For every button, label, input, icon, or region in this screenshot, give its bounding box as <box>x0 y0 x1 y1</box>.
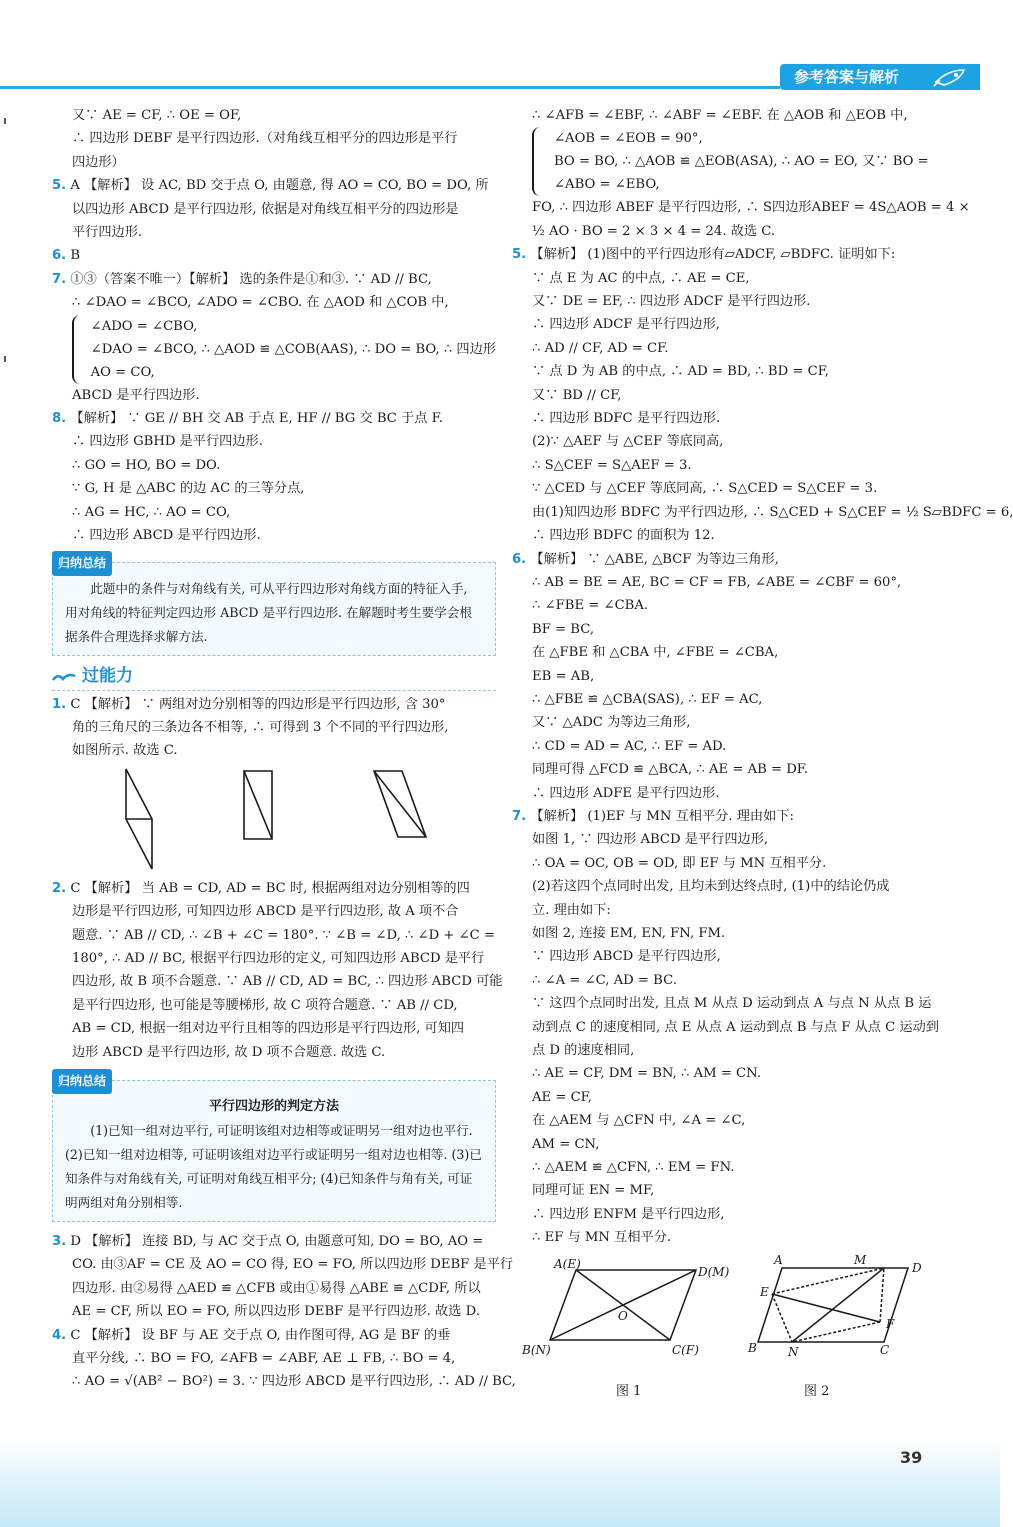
header-rule <box>0 86 780 89</box>
text-line: 平行四边形. <box>72 225 143 241</box>
answer-text: 【解析】 (1)图中的平行四边形有▱ADCF, ▱BDFC. 证明如下: <box>530 247 896 263</box>
question-number: 7. <box>512 808 527 824</box>
question-number: 3. <box>52 1233 67 1249</box>
question-number: 6. <box>512 551 527 567</box>
text-line: ∴ EF 与 MN 互相平分. <box>532 1230 672 1246</box>
summary-label: 归纳总结 <box>52 1069 112 1094</box>
text-line: 动到点 C 的速度相同, 点 E 从点 A 运动到点 B 与点 F 从点 C 运动到 <box>532 1019 939 1035</box>
summary-box <box>52 555 496 656</box>
text-line: ∵ 四边形 ABCD 是平行四边形, <box>532 949 721 965</box>
answer-text: 设 AC, BD 交于点 O, 由题意, 得 AO = CO, BO = DO, 所 <box>141 178 489 194</box>
figure-pair <box>520 1252 950 1378</box>
practice-2 <box>52 877 496 900</box>
text-line: 同理可证 EN = MF, <box>532 1183 655 1199</box>
text-line: ∴ △AEM ≌ △CFN, ∴ EM = FN. <box>532 1160 735 1176</box>
right-column <box>512 104 1013 1408</box>
answer-text: C 【解析】 ∵ 两组对边分别相等的四边形是平行四边形, 含 30° <box>70 696 446 712</box>
text-line: 四边形） <box>72 154 125 170</box>
text-line: 同理可得 △FCD ≌ △BCA, ∴ AE = AB = DF. <box>532 762 809 778</box>
text-line: AM = CN, <box>532 1136 600 1152</box>
question-number: 4. <box>52 1327 67 1343</box>
practice-4 <box>52 1324 496 1347</box>
section-heading <box>52 664 496 691</box>
parallelogram-figures <box>52 763 496 877</box>
fig1-label-a: A(E) <box>554 1256 581 1271</box>
text-line: BO = BO, ∴ △AOB ≌ △EOB(ASA), ∴ AO = EO, 又∵ BO = <box>554 154 929 170</box>
question-number: 8. <box>52 411 67 427</box>
question-number: 5. <box>52 178 67 194</box>
rocket-icon <box>930 66 970 88</box>
text-line: CO. 由③AF = CE 及 AO = CO 得, EO = FO, 所以四边形 DEBF 是平行 <box>72 1257 514 1273</box>
brace <box>532 127 548 196</box>
text-line: FO, ∴ 四边形 ABEF 是平行四边形, ∴ S四边形ABEF = 4S△AOB = 4 × <box>532 200 970 216</box>
margin-mark <box>4 356 6 362</box>
summary-text: (1)已知一组对边平行, 可证明该组对边相等或证明另一组对边也平行. (2)已知一组对边相等, 可证明该组对边平行或证明另一组对边也相等. (3)已知条件与对角线有关, 可证明对角线互相平分; (4)已知条件与角有关, 可证明两组对角分别相等. <box>65 1122 482 1210</box>
summary-text: 此题中的条件与对角线有关, 可从平行四边形对角线方面的特征入手, 用对角线的特征判定四边形 ABCD 是平行四边形. 在解题时考生要学会根据条件合理选择求解方法. <box>65 580 472 644</box>
footer-band <box>0 1440 1000 1527</box>
summary-box <box>52 1073 496 1222</box>
figure-caption: 图 1 <box>616 1383 642 1399</box>
text-line: ∴ ∠DAO = ∠BCO, ∠ADO = ∠CBO. 在 △AOD 和 △COB 中, <box>72 295 449 311</box>
segment-fm <box>880 1268 884 1322</box>
text-line: ∴ 四边形 BDFC 是平行四边形. <box>532 411 721 427</box>
text-line: ∵ G, H 是 △ABC 的边 AC 的三等分点, <box>72 481 305 497</box>
text-line: ∴ AB = BE = AE, BC = CF = FB, ∠ABE = ∠CBF = 60°, <box>532 574 902 590</box>
text-line: ∴ GO = HO, BO = DO. <box>72 457 221 473</box>
text-line: 边形是平行四边形, 可知四边形 ABCD 是平行四边形, 故 A 项不合 <box>72 904 459 920</box>
wave-icon <box>52 671 76 683</box>
text-line: ∵ 点 E 为 AC 的中点, ∴ AE = CE, <box>532 270 750 286</box>
figure-caption: 图 2 <box>804 1383 830 1399</box>
fig2-label-n: N <box>788 1344 799 1359</box>
answer-6 <box>512 548 952 571</box>
text-line: 又∵ △ADC 为等边三角形, <box>532 715 691 731</box>
fig2-label-f: F <box>886 1316 895 1331</box>
brace <box>72 315 85 384</box>
page-number: 39 <box>900 1448 923 1467</box>
text-line: 由(1)知四边形 BDFC 为平行四边形, ∴ S△CED + S△CEF = ½ S▱BDFC = 6, <box>532 504 1013 520</box>
brace-system <box>532 127 952 196</box>
text-line: 如图 2, 连接 EM, EN, FN, FM. <box>532 926 726 941</box>
summary-title: 平行四边形的判定方法 <box>208 1098 339 1114</box>
text-line: ∠ABO = ∠EBO, <box>554 177 660 193</box>
answer-text: D 【解析】 连接 BD, 与 AC 交于点 O, 由题意可知, DO = BO, AO = <box>70 1233 484 1249</box>
text-line: ∵ △CED 与 △CEF 等底同高, ∴ S△CED = S△CEF = 3. <box>532 481 878 497</box>
question-number: 7. <box>52 271 67 287</box>
text-line: 在 △AEM 与 △CFN 中, ∠A = ∠C, <box>532 1113 746 1129</box>
fig2-label-a: A <box>774 1252 783 1267</box>
text-line: ∴ ∠AFB = ∠EBF, ∴ ∠ABF = ∠EBF. 在 △AOB 和 △EOB 中, <box>532 108 908 123</box>
answer-text: 【解析】 ∵ △ABE, △BCF 为等边三角形, <box>530 551 779 567</box>
text-line: 又∵ BD // CF, <box>532 387 622 403</box>
text-line: AE = CF, <box>532 1089 592 1105</box>
text-line: ∴ S△CEF = S△AEF = 3. <box>532 457 692 473</box>
text-line: 边形 ABCD 是平行四边形, 故 D 项不合题意. 故选 C. <box>72 1044 386 1060</box>
answer-text: C 【解析】 设 BF 与 AE 交于点 O, 由作图可得, AG 是 BF 的垂 <box>70 1327 451 1343</box>
text-line: ∴ 四边形 ADCF 是平行四边形, <box>532 317 720 333</box>
text-line: 又∵ AE = CF, ∴ OE = OF, <box>72 108 242 123</box>
segment-ef <box>772 1294 880 1322</box>
segment-en <box>772 1294 792 1342</box>
text-line: 角的三角尺的三条边各不相等, ∴ 可得到 3 个不同的平行四边形, <box>72 719 449 735</box>
text-line: 以四边形 ABCD 是平行四边形, 依据是对角线互相平分的四边形是 <box>72 201 459 217</box>
text-line: BF = BC, <box>532 621 595 637</box>
text-line: 又∵ DE = EF, ∴ 四边形 ADCF 是平行四边形. <box>532 294 811 310</box>
text-line: ∴ AO = √(AB² − BO²) = 3. ∵ 四边形 ABCD 是平行四边形, ∴ AD // BC, <box>72 1374 516 1390</box>
header-tab <box>780 64 980 90</box>
answer-text: B <box>70 248 81 264</box>
fig2-label-c: C <box>880 1342 890 1357</box>
text-line: (2)若这四个点同时出发, 且均未到达终点时, (1)中的结论仍成 <box>532 879 890 895</box>
answer-7 <box>52 268 496 291</box>
text-line: ∴ 四边形 ENFM 是平行四边形, <box>532 1206 725 1222</box>
answer-8 <box>52 407 496 430</box>
text-line: EB = AB, <box>532 668 595 684</box>
fig2-label-d: D <box>912 1260 922 1275</box>
margin-mark <box>4 118 6 124</box>
text-line: 点 D 的速度相同, <box>532 1043 635 1059</box>
fig1-label-c: C(F) <box>672 1342 699 1357</box>
fig1-label-d: D(M) <box>698 1264 730 1279</box>
question-number: 1. <box>52 696 67 712</box>
text-line: ABCD 是平行四边形. <box>72 387 200 403</box>
question-number: 6. <box>52 248 67 264</box>
text-line: ∵ 这四个点同时出发, 且点 M 从点 D 运动到点 A 与点 N 从点 B 运 <box>532 996 932 1012</box>
text-line: 四边形. 由②易得 △AED ≌ △CFB 或由①易得 △ABE ≌ △CDF, 所以 <box>72 1280 481 1296</box>
answer-text: C 【解析】 当 AB = CD, AD = BC 时, 根据两组对边分别相等的四 <box>70 880 470 896</box>
text-line: ∴ ∠A = ∠C, AD = BC. <box>532 972 677 988</box>
answer-7 <box>512 805 952 828</box>
text-line: ∴ 四边形 ABCD 是平行四边形. <box>72 528 261 544</box>
text-line: ∴ 四边形 BDFC 的面积为 12. <box>532 528 715 544</box>
header-tab-label: 参考答案与解析 <box>794 68 900 86</box>
text-line: AE = CF, 所以 EO = FO, 所以四边形 DEBF 是平行四边形. 故选 D. <box>72 1304 480 1320</box>
diagonal-line <box>244 771 272 839</box>
text-line: 四边形, 故 B 项不合题意. ∵ AB // CD, AD = BC, ∴ 四边形 ABCD 可能 <box>72 974 503 990</box>
practice-3 <box>52 1230 496 1253</box>
text-line: ∴ ∠FBE = ∠CBA. <box>532 598 649 614</box>
text-line: ∴ △FBE ≌ △CBA(SAS), ∴ EF = AC, <box>532 691 763 707</box>
geometry-figures <box>512 1252 952 1408</box>
brace-system <box>72 315 496 384</box>
fig2-label-b: B <box>748 1340 757 1355</box>
text-line: ∠DAO = ∠BCO, ∴ △AOD ≌ △COB(AAS), ∴ DO = BO, ∴ 四边形 <box>90 341 496 357</box>
text-line: 是平行四边形, 也可能是等腰梯形, 故 C 项符合题意. ∵ AB // CD, <box>72 997 458 1013</box>
text-line: 在 △FBE 和 △CBA 中, ∠FBE = ∠CBA, <box>532 645 779 661</box>
text-line: AO = CO, <box>90 364 155 380</box>
answer-text: ①③（答案不唯一）【解析】 选的条件是①和③. ∵ AD // BC, <box>70 271 432 287</box>
text-line: ½ AO · BO = 2 × 3 × 4 = 24. 故选 C. <box>532 223 776 239</box>
text-line: 题意. ∵ AB // CD, ∴ ∠B + ∠C = 180°. ∵ ∠B = ∠D, ∴ ∠D + ∠C = <box>72 927 495 943</box>
text-line: 如图所示. 故选 C. <box>72 743 178 759</box>
answer-text: 【解析】 (1)EF 与 MN 互相平分. 理由如下: <box>530 808 794 824</box>
fig1-label-o: O <box>618 1308 628 1323</box>
text-line: ∴ OA = OC, OB = OD, 即 EF 与 MN 互相平分. <box>532 855 827 871</box>
answer-prefix: A 【解析】 <box>70 178 142 194</box>
text-line: ∴ AD // CF, AD = CF. <box>532 340 669 356</box>
answer-text: 【解析】 ∵ GE // BH 交 AB 于点 E, HF // BG 交 BC 于点 F. <box>70 411 443 427</box>
fig2-label-e: E <box>760 1284 769 1299</box>
fig1-label-b: B(N) <box>522 1342 551 1357</box>
text-line: ∴ 四边形 ADFE 是平行四边形. <box>532 785 720 801</box>
text-line: 如图 1, ∵ 四边形 ABCD 是平行四边形, <box>532 832 769 848</box>
text-line: ∴ 四边形 GBHD 是平行四边形. <box>72 434 263 450</box>
text-line: 直平分线, ∴ BO = FO, ∠AFB = ∠ABF, AE ⊥ FB, ∴ BO = 4, <box>72 1351 456 1366</box>
diagonal-line <box>374 771 426 837</box>
answer-5 <box>512 243 952 266</box>
question-number: 5. <box>512 247 527 263</box>
text-line: ∵ 点 D 为 AB 的中点, ∴ AD = BD, ∴ BD = CF, <box>532 364 829 380</box>
page-header <box>0 64 1000 90</box>
left-column <box>52 104 516 1394</box>
section-title: 过能力 <box>82 665 133 686</box>
answer-5 <box>52 174 496 197</box>
text-line: (2)∵ △AEF 与 △CEF 等底同高, <box>532 434 724 450</box>
question-number: 2. <box>52 880 67 896</box>
answer-6 <box>52 244 496 267</box>
text-line: 立. 理由如下: <box>532 902 611 918</box>
figure-three-parallelograms <box>112 767 432 871</box>
text-line: 180°, ∴ AD // BC, 根据平行四边形的定义, 可知四边形 ABCD 是平行 <box>72 950 485 966</box>
text-line: ∴ 四边形 DEBF 是平行四边形.（对角线互相平分的四边形是平行 <box>72 131 458 147</box>
text-line: ∴ AE = CF, DM = BN, ∴ AM = CN. <box>532 1066 762 1082</box>
text-line: ∴ AG = HC, ∴ AO = CO, <box>72 504 231 520</box>
text-line: ∠ADO = ∠CBO, <box>90 318 198 334</box>
text-line: AB = CD, 根据一组对边平行且相等的四边形是平行四边形, 可知四 <box>72 1021 465 1037</box>
summary-label: 归纳总结 <box>52 551 112 576</box>
text-line: ∠AOB = ∠EOB = 90°, <box>554 131 703 147</box>
practice-1 <box>52 693 496 716</box>
fig2-label-m: M <box>854 1252 867 1267</box>
text-line: ∴ CD = AD = AC, ∴ EF = AD. <box>532 738 727 754</box>
